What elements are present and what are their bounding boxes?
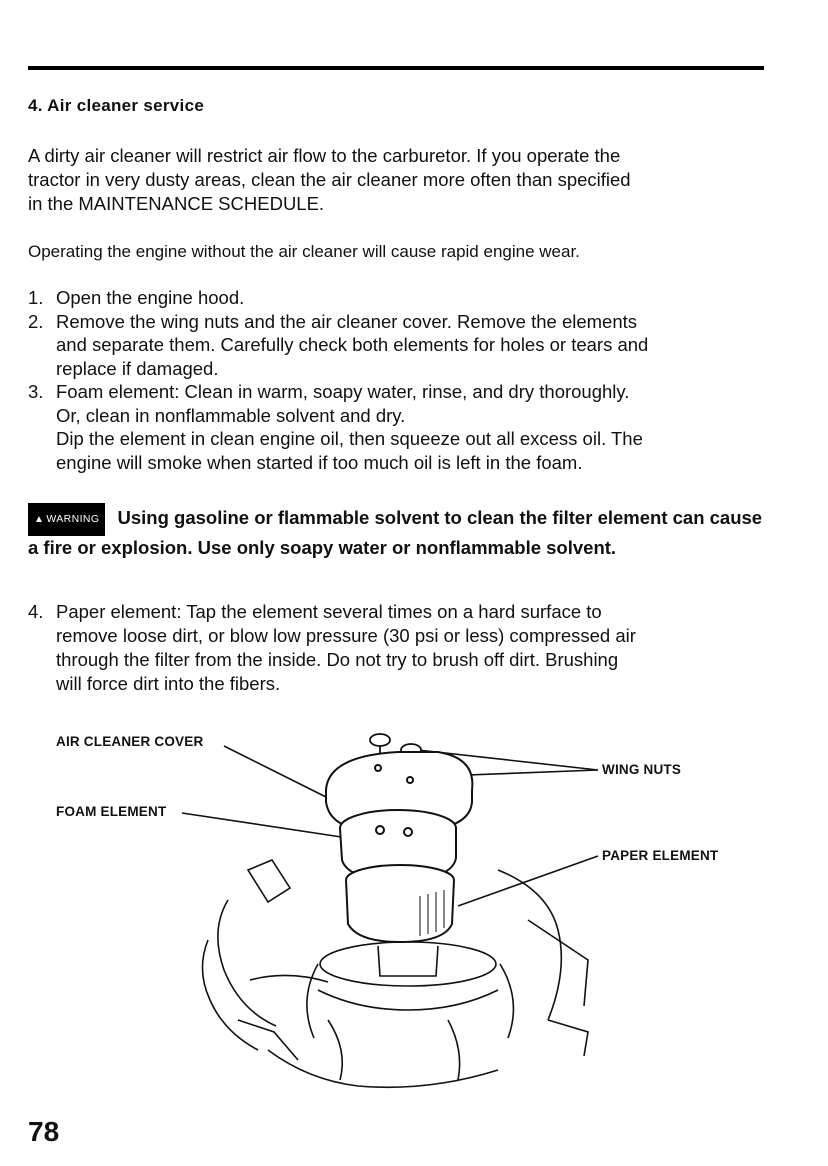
step-line: replace if damaged. (56, 357, 219, 379)
step-line: Paper element: Tap the element several times on a hard surface to (56, 601, 602, 622)
leader-foam (182, 813, 348, 838)
warning-text: Using gasoline or flammable solvent to clean the filter element can cause a fire or explosion. Use only soapy water or nonflammable solvent. (28, 507, 763, 558)
step-2 (28, 310, 768, 381)
step-3 (28, 380, 768, 474)
step-line: Or, clean in nonflammable solvent and dry. (56, 404, 406, 426)
intro-line: in the MAINTENANCE SCHEDULE. (28, 193, 325, 214)
step-1 (28, 286, 768, 310)
step-line: Foam element: Clean in warm, soapy water, rinse, and dry thoroughly. (56, 381, 630, 402)
warning-badge-label: WARNING (46, 513, 100, 525)
top-rule (28, 66, 764, 70)
leader-cover (224, 746, 328, 798)
step-line: Remove the wing nuts and the air cleaner cover. Remove the elements (56, 310, 638, 332)
step-line: Dip the element in clean engine oil, then squeeze out all excess oil. The (56, 428, 643, 449)
step-number: 4. (28, 601, 44, 622)
steps-list (28, 286, 768, 474)
air-cleaner-diagram (28, 720, 768, 1120)
step-line: engine will smoke when started if too much oil is left in the foam. (56, 451, 583, 473)
warning-triangle-icon: ▲ (34, 514, 45, 525)
leader-paper (458, 856, 598, 906)
step-line: through the filter from the inside. Do not try to brush off dirt. Brushing (56, 649, 619, 670)
label-foam-element: FOAM ELEMENT (56, 804, 167, 819)
step-number: 3. (28, 381, 44, 402)
step-line: and separate them. Carefully check both elements for holes or tears and (56, 334, 649, 355)
warning-block (28, 503, 768, 560)
engine-wear-note: Operating the engine without the air cleaner will cause rapid engine wear. (28, 242, 580, 261)
intro-line: tractor in very dusty areas, clean the air cleaner more often than specified (28, 169, 631, 190)
intro-paragraph (28, 144, 768, 216)
label-wing-nuts: WING NUTS (602, 762, 682, 777)
step-line: Open the engine hood. (56, 287, 245, 308)
step-line: will force dirt into the fibers. (56, 673, 281, 694)
warning-badge (28, 503, 105, 536)
step-line: remove loose dirt, or blow low pressure (30 psi or less) compressed air (56, 625, 636, 646)
step-4 (28, 600, 768, 696)
label-paper-element: PAPER ELEMENT (602, 848, 719, 863)
page-number: 78 (28, 1116, 60, 1147)
step-number: 2. (28, 310, 44, 332)
paper-element-shape (346, 865, 454, 942)
step-number: 1. (28, 287, 44, 308)
intro-line: A dirty air cleaner will restrict air flow to the carburetor. If you operate the (28, 145, 621, 166)
label-air-cleaner-cover: AIR CLEANER COVER (56, 734, 204, 749)
section-title: 4. Air cleaner service (28, 96, 205, 115)
air-cleaner-illustration (28, 720, 768, 1120)
